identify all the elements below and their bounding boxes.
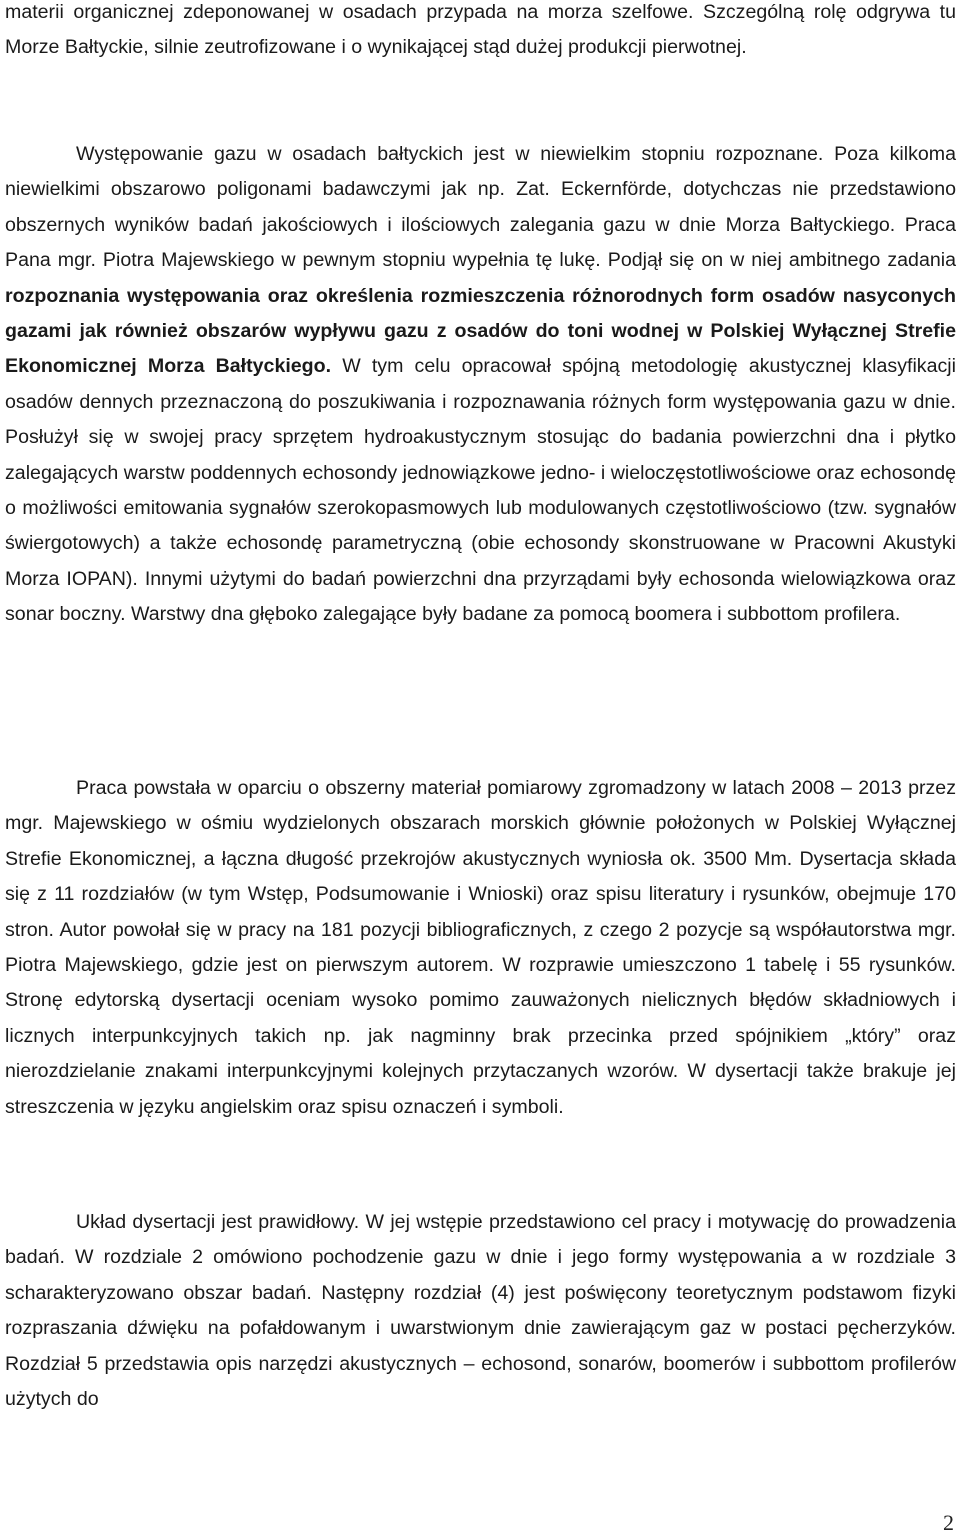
paragraph-methodology <box>5 137 956 633</box>
paragraph-text: materii organicznej zdeponowanej w osadach przypada na morza szelfowe. Szczególną rolę odgrywa tu Morze Bałtyckie, silnie zeutrofizowane i o wynikającej stąd dużej produkcji pierwotnej. <box>5 1 956 59</box>
paragraph-text: Układ dysertacji jest prawidłowy. W jej wstępie przedstawiono cel pracy i motywację do prowadzenia badań. W rozdziale 2 omówiono pochodzenie gazu w dnie i jego formy występowania a w rozdziale 3 scharakteryzowano obszar badań. Następny rozdział (4) jest poświęcony teoretycznym podstawom fizyki rozpraszania dźwięku na pofałdowanym i uwarstwionym dnie zawierającym gaz w postaci pęcherzyków. Rozdział 5 przedstawia opis narzędzi akustycznych – echosond, sonarów, boomerów i subbottom profilerów użytych do <box>5 1211 956 1411</box>
paragraph-structure <box>5 1205 956 1417</box>
paragraph-text: W tym celu opracował spójną metodologię akustycznej klasyfikacji osadów dennych przeznaczoną do poszukiwania i rozpoznawania różnych form występowania gazu w dnie. Posłużył się w swojej pracy sprzętem hydroakustycznym stosując do badania powierzchni dna i płytko zalegających warstw poddennych echosondy jednowiązkowe jedno- i wieloczęstotliwościowe oraz echosondę o możliwości emitowania sygnałów szerokopasmowych lub modulowanych częstotliwościowo (tzw. sygnałów świergotowych) a także echosondę parametryczną (obie echosondy skonstruowane w Pracowni Akustyki Morza IOPAN). Innymi użytymi do badań powierzchni dna przyrządami były echosonda wielowiązkowa oraz sonar boczny. Warstwy dna głęboko zalegające były badane za pomocą boomera i subbottom profilera. <box>5 355 956 626</box>
page-number: 2 <box>943 1510 954 1535</box>
paragraph-continuation <box>5 0 956 66</box>
paragraph-material <box>5 771 956 1125</box>
paragraph-text: Występowanie gazu w osadach bałtyckich jest w niewielkim stopniu rozpoznane. Poza kilkoma niewielkimi obszarowo poligonami badawczymi jak np. Zat. Eckernförde, dotychczas nie przedstawiono obszernych wyników badań jakościowych i ilościowych zalegania gazu w dnie Morza Bałtyckiego. Praca Pana mgr. Piotra Majewskiego w pewnym stopniu wypełnia tę lukę. Podjął się on w niej ambitnego zadania <box>5 143 956 272</box>
bold-emphasis-text: rozpoznania występowania oraz określenia rozmieszczenia różnorodnych form osadów nasyconych gazami jak również obszarów wypływu gazu z osadów do toni wodnej w Polskiej Wyłącznej Strefie Ekonomicznej Morza Bałtyckiego. <box>5 284 956 378</box>
paragraph-text: Praca powstała w oparciu o obszerny materiał pomiarowy zgromadzony w latach 2008 – 2013 przez mgr. Majewskiego w ośmiu wydzielonych obszarach morskich głównie położonych w Polskiej Wyłącznej Strefie Ekonomicznej, a łączna długość przekrojów akustycznych wyniosła ok. 3500 Mm. Dysertacja składa się z 11 rozdziałów (w tym Wstęp, Podsumowanie i Wnioski) oraz spisu literatury i rysunków, obejmuje 170 stron. Autor powołał się w pracy na 181 pozycji bibliograficznych, z czego 2 pozycje są współautorstwa mgr. Piotra Majewskiego, gdzie jest on pierwszym autorem. W rozprawie umieszczono 1 tabelę i 55 rysunków. Stronę edytorską dysertacji oceniam wysoko pomimo zauważonych nielicznych błędów składniowych i licznych interpunkcyjnych takich np. jak nagminny brak przecinka przed spójnikiem „który” oraz nierozdzielanie znakami interpunkcyjnymi kolejnych przytaczanych wzorów. W dysertacji także brakuje jej streszczenia w języku angielskim oraz spisu oznaczeń i symboli. <box>5 777 956 1118</box>
